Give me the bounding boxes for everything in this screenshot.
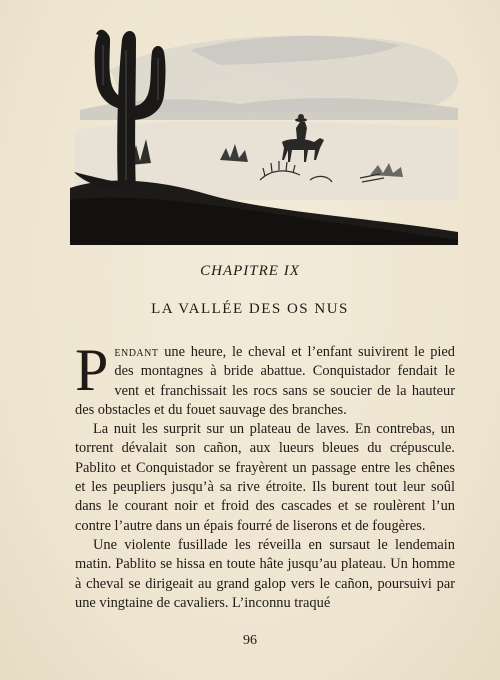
page-number: 96 (243, 633, 257, 648)
chapter-number: CHAPITRE IX (200, 263, 300, 279)
paragraph: Une violente fusillade les réveilla en sursaut le lendemain matin. Pablito se hissa en toute hâte jusqu’au plateau. Un homme à cheval se dirigeait au grand galop vers le cañon, poursuivi par une vingtaine de cavaliers. L’inconnu traqué (75, 536, 455, 611)
paragraph: La nuit les surprit sur un plateau de laves. En contrebas, un torrent dévalait son cañon, aux lueurs bleues du crépuscule. Pablito et Conquistador se frayèrent un passage entre les chênes et les peupliers jusqu’à sa rive étroite. Ils burent tout leur soûl dans le courant noir et froid des cascades et se roulèrent l’un contre l’autre dans un épais fourré de liserons et de fougères. (75, 421, 455, 534)
paragraph-text: une heure, le cheval et l’enfant suivirent le pied des montagnes à bride abattue. Conquistador fendait le vent et franchissait les rocs sans se soucier de la hauteur des obstacles et du fouet sauvage des branches. (75, 344, 455, 418)
opening-small-caps: endant (114, 344, 159, 360)
drop-cap: P (75, 337, 109, 403)
desert-cactus-illustration (70, 0, 460, 245)
chapter-title: LA VALLÉE DES OS NUS (151, 301, 349, 317)
paragraph (75, 337, 455, 420)
chapter-body (75, 337, 455, 613)
